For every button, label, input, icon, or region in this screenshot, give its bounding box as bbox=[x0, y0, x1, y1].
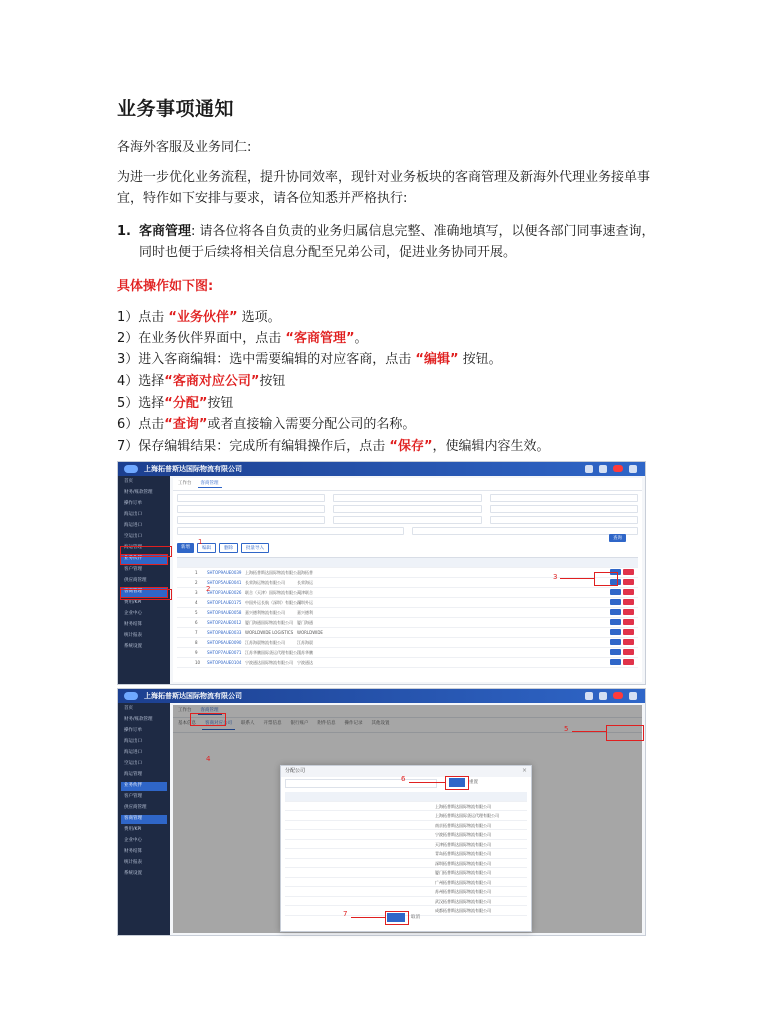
sidebar-item-business-partner[interactable]: 业务伙伴 bbox=[121, 555, 167, 564]
sidebar-item[interactable]: 供应商管理 bbox=[124, 805, 147, 810]
gear-icon[interactable] bbox=[599, 692, 607, 700]
row-short-name: 江苏华鹏 bbox=[297, 650, 313, 655]
row-actions bbox=[610, 639, 634, 645]
list-item[interactable] bbox=[285, 897, 527, 907]
company-name: 上海拓普斯达国际物流有限公司 bbox=[144, 465, 242, 473]
tab-attachments[interactable]: 附件信息 bbox=[317, 721, 336, 726]
callout-number: 2 bbox=[206, 585, 211, 593]
tab-customer-management[interactable]: 客商管理 bbox=[198, 707, 222, 715]
row-number: 4 bbox=[195, 600, 198, 605]
row-name: 上海拓普斯达国际物流有限公司 bbox=[245, 570, 301, 575]
sidebar-item[interactable]: 系统设置 bbox=[124, 644, 142, 649]
main-content bbox=[173, 478, 642, 682]
tab-workbench[interactable]: 工作台 bbox=[178, 708, 192, 713]
list-item[interactable] bbox=[285, 878, 527, 888]
filter-input[interactable] bbox=[412, 527, 639, 535]
query-button[interactable]: 查询 bbox=[609, 534, 626, 542]
filter-input[interactable] bbox=[177, 505, 325, 513]
row-number: 5 bbox=[195, 610, 198, 615]
tab-bar bbox=[173, 478, 642, 491]
screenshot-assign-company bbox=[117, 688, 646, 936]
top-tools bbox=[585, 692, 637, 700]
sidebar-item[interactable]: 海运管理 bbox=[124, 545, 142, 550]
row-edit-button[interactable] bbox=[610, 649, 621, 655]
item-body bbox=[139, 221, 659, 263]
company-table bbox=[285, 792, 527, 913]
row-edit-button[interactable] bbox=[610, 659, 621, 665]
filter-input[interactable] bbox=[177, 494, 325, 502]
step-7: 7）保存编辑结果：完成所有编辑操作后，点击 “保存”，使编辑内容生效。 bbox=[117, 439, 550, 454]
list-item[interactable] bbox=[285, 840, 527, 850]
assign-company-dialog bbox=[280, 765, 532, 932]
add-button[interactable]: 新增 bbox=[177, 543, 194, 553]
row-code[interactable]: SHTOP4AUE0058 bbox=[207, 610, 242, 615]
callout-box bbox=[445, 776, 469, 790]
list-item[interactable] bbox=[285, 868, 527, 878]
callout-number: 5 bbox=[564, 725, 569, 733]
company-name-cell: 广州拓普斯达国际物流有限公司 bbox=[435, 879, 491, 885]
dialog-cancel-button[interactable]: 取消 bbox=[411, 915, 420, 920]
close-icon[interactable]: × bbox=[521, 767, 527, 774]
row-number: 6 bbox=[195, 620, 198, 625]
tab-basic-info[interactable]: 基本信息 bbox=[178, 721, 196, 726]
callout-box bbox=[120, 589, 172, 600]
company-name-cell: 上海拓普斯达国际物流有限公司 bbox=[435, 803, 491, 809]
row-short-name: WORLDWIDE bbox=[297, 630, 323, 635]
filter-input[interactable] bbox=[333, 516, 481, 524]
filter-input[interactable] bbox=[177, 516, 325, 524]
row-code[interactable]: SHTOP2AUE0012 bbox=[207, 620, 242, 625]
row-code[interactable]: SHTOP1AUE0175 bbox=[207, 600, 242, 605]
list-item[interactable] bbox=[285, 811, 527, 821]
row-delete-button[interactable] bbox=[623, 619, 634, 625]
dialog-reset-button[interactable]: 重置 bbox=[469, 780, 478, 785]
callout-box bbox=[190, 713, 226, 726]
sidebar-item[interactable]: 企业中心 bbox=[124, 838, 142, 843]
callout-box bbox=[594, 572, 618, 586]
row-edit-button[interactable] bbox=[610, 599, 621, 605]
table-row[interactable] bbox=[177, 628, 638, 638]
table-row[interactable] bbox=[177, 648, 638, 658]
table-row[interactable] bbox=[177, 588, 638, 598]
table-header bbox=[285, 792, 527, 802]
avatar[interactable] bbox=[629, 692, 637, 700]
callout-number: 7 bbox=[343, 910, 348, 918]
sidebar-item[interactable]: 操作订单 bbox=[124, 501, 142, 506]
search-icon[interactable] bbox=[585, 465, 593, 473]
row-delete-button[interactable] bbox=[623, 659, 634, 665]
row-number: 7 bbox=[195, 630, 198, 635]
page-title: 业务事项通知 bbox=[117, 98, 235, 120]
row-delete-button[interactable] bbox=[623, 649, 634, 655]
tab-customer-management[interactable]: 客商管理 bbox=[198, 480, 222, 488]
tab-bank[interactable]: 银行账户 bbox=[290, 721, 309, 726]
tab-contacts[interactable]: 联系人 bbox=[241, 721, 255, 726]
tab-customer-company[interactable]: 客商对应公司 bbox=[202, 720, 235, 730]
row-code[interactable]: SHTOP6AUE0090 bbox=[207, 640, 242, 645]
sidebar-item[interactable]: 费用/KPI bbox=[124, 600, 142, 605]
filter-input[interactable] bbox=[490, 494, 638, 502]
sidebar-item[interactable]: 财务/账款管理 bbox=[124, 717, 153, 722]
step-1: 1）点击 “业务伙伴” 选项。 bbox=[117, 310, 281, 325]
row-edit-button[interactable] bbox=[610, 609, 621, 615]
company-name-cell: 天津拓普斯达国际物流有限公司 bbox=[435, 841, 491, 847]
sidebar-item[interactable]: 海运出口 bbox=[124, 512, 142, 517]
row-short-name: 深圳外运 bbox=[297, 600, 313, 605]
row-delete-button[interactable] bbox=[623, 599, 634, 605]
table-row[interactable] bbox=[177, 638, 638, 648]
row-actions bbox=[610, 609, 634, 615]
arrow bbox=[572, 731, 606, 732]
item-text: : 请各位将各自负责的业务归属信息完整、准确地填写，以便各部门同事速查询，同时也便于后续将相关信息分配至兄弟公司，促进业务协同开展。 bbox=[139, 224, 655, 260]
avatar[interactable] bbox=[629, 465, 637, 473]
delete-button[interactable]: 删除 bbox=[219, 543, 238, 553]
row-actions bbox=[610, 589, 634, 595]
row-delete-button[interactable] bbox=[623, 639, 634, 645]
row-number: 9 bbox=[195, 650, 198, 655]
import-button[interactable]: 批量导入 bbox=[241, 543, 269, 553]
row-code[interactable]: SHTOP7AUE0071 bbox=[207, 650, 242, 655]
sidebar-item[interactable]: 海运进口 bbox=[124, 750, 142, 755]
row-edit-button[interactable] bbox=[610, 629, 621, 635]
toolbar bbox=[173, 541, 642, 555]
top-tools bbox=[585, 465, 637, 473]
logo-icon bbox=[124, 465, 138, 473]
row-short-name: 长荣海运 bbox=[297, 580, 313, 585]
row-code[interactable]: SHTOP9AUE0039 bbox=[207, 570, 242, 575]
filter-input[interactable] bbox=[333, 505, 481, 513]
sidebar-item-business-partner[interactable]: 业务伙伴 bbox=[121, 782, 167, 791]
row-delete-button[interactable] bbox=[623, 629, 634, 635]
gear-icon[interactable] bbox=[599, 465, 607, 473]
step-6: 6）点击“查询”或者直接输入需要分配公司的名称。 bbox=[117, 417, 416, 432]
sidebar-item[interactable]: 统计报表 bbox=[124, 633, 142, 638]
list-item[interactable] bbox=[285, 830, 527, 840]
screenshot-customer-list bbox=[117, 461, 646, 685]
sidebar-item[interactable]: 首页 bbox=[124, 479, 133, 484]
notification-badge[interactable] bbox=[613, 465, 623, 472]
arrow bbox=[351, 917, 385, 918]
company-search-input[interactable] bbox=[285, 779, 437, 788]
arrow bbox=[560, 578, 594, 579]
company-name-cell: 武汉拓普斯达国际物流有限公司 bbox=[435, 898, 491, 904]
table-row[interactable] bbox=[177, 608, 638, 618]
table-row[interactable] bbox=[177, 658, 638, 668]
search-icon[interactable] bbox=[585, 692, 593, 700]
row-short-name: 天津联合 bbox=[297, 590, 313, 595]
row-delete-button[interactable] bbox=[623, 609, 634, 615]
customer-table bbox=[177, 557, 638, 668]
row-delete-button[interactable] bbox=[623, 569, 634, 575]
row-edit-button[interactable] bbox=[610, 619, 621, 625]
table-row[interactable] bbox=[177, 578, 638, 588]
callout-box bbox=[120, 546, 172, 557]
tab-other[interactable]: 其他设置 bbox=[371, 721, 390, 726]
dialog-title: 分配公司 bbox=[281, 766, 531, 777]
row-edit-button[interactable] bbox=[610, 589, 621, 595]
table-row[interactable] bbox=[177, 618, 638, 628]
sidebar-item[interactable]: 客户管理 bbox=[124, 567, 142, 572]
row-short-name: 厦门海通 bbox=[297, 620, 313, 625]
notification-badge[interactable] bbox=[613, 692, 623, 699]
step-3: 3）进入客商编辑：选中需要编辑的对应客商，点击 “编辑” 按钮。 bbox=[117, 352, 502, 367]
row-delete-button[interactable] bbox=[623, 589, 634, 595]
row-code[interactable]: SHTOP3AUE0026 bbox=[207, 590, 242, 595]
step-2: 2）在业务伙伴界面中，点击 “客商管理”。 bbox=[117, 331, 368, 346]
company-name-cell: 苏州拓普斯达国际物流有限公司 bbox=[435, 889, 491, 894]
row-code[interactable]: SHTOP0AUE0104 bbox=[207, 660, 242, 665]
sidebar-item-customer-management[interactable]: 客商管理 bbox=[121, 815, 167, 824]
company-name-cell: 成都拓普斯达国际物流有限公司 bbox=[435, 908, 491, 913]
row-name: 联合（天津）国际物流有限公司 bbox=[245, 590, 301, 595]
company-name-cell: 厦门拓普斯达国际物流有限公司 bbox=[435, 870, 491, 875]
row-code[interactable]: SHTOP8AUE0033 bbox=[207, 630, 242, 635]
row-name: 长荣海运物流有限公司 bbox=[245, 580, 285, 585]
step-5: 5）选择“分配”按钮 bbox=[117, 396, 234, 411]
row-code[interactable]: SHTOP5AUE0041 bbox=[207, 580, 242, 585]
tab-invoice[interactable]: 开票信息 bbox=[263, 721, 282, 726]
row-name: 厦门海通国际物流有限公司 bbox=[245, 620, 293, 625]
operations-heading: 具体操作如下图: bbox=[117, 279, 214, 294]
filter-panel bbox=[173, 491, 642, 541]
sidebar bbox=[118, 703, 170, 935]
sidebar-item[interactable]: 操作订单 bbox=[124, 728, 142, 733]
row-short-name: 嘉兴德利 bbox=[297, 610, 313, 615]
sidebar-item[interactable]: 海运管理 bbox=[124, 772, 142, 777]
row-short-name: 上海拓普 bbox=[297, 570, 313, 575]
sidebar-item[interactable]: 海运出口 bbox=[124, 739, 142, 744]
arrow bbox=[409, 782, 445, 783]
list-item[interactable] bbox=[285, 849, 527, 859]
company-name-cell: 青岛拓普斯达国际物流有限公司 bbox=[435, 851, 491, 856]
row-name: 嘉兴德利物流有限公司 bbox=[245, 610, 285, 615]
dialog-save-button[interactable]: 保存 bbox=[387, 913, 405, 922]
sidebar-item[interactable]: 首页 bbox=[124, 706, 133, 711]
edit-button[interactable]: 编辑 bbox=[197, 543, 216, 553]
sidebar-item-customer-management[interactable]: 客商管理 bbox=[121, 588, 167, 597]
sidebar-item[interactable]: 海运进口 bbox=[124, 523, 142, 528]
row-actions bbox=[610, 629, 634, 635]
greeting: 各海外客服及业务同仁: bbox=[117, 140, 252, 155]
callout-number: 6 bbox=[401, 775, 406, 783]
row-actions bbox=[610, 599, 634, 605]
sidebar-item[interactable]: 供应商管理 bbox=[124, 578, 147, 583]
callout-box bbox=[385, 911, 409, 925]
sidebar bbox=[118, 476, 170, 684]
list-item[interactable] bbox=[285, 887, 527, 897]
tab-log[interactable]: 操作记录 bbox=[344, 721, 363, 726]
sidebar-item[interactable]: 费用/KPI bbox=[124, 827, 142, 832]
logo-icon bbox=[124, 692, 138, 700]
sidebar-item[interactable]: 客户管理 bbox=[124, 794, 142, 799]
callout-number: 1 bbox=[198, 538, 203, 546]
item-number: 1. bbox=[117, 224, 131, 239]
sidebar-item[interactable]: 企业中心 bbox=[124, 611, 142, 616]
step-4: 4）选择“客商对应公司”按钮 bbox=[117, 374, 286, 389]
row-name: WORLDWIDE LOGISTICS bbox=[245, 630, 294, 635]
row-delete-button[interactable] bbox=[623, 579, 634, 585]
row-number: 1 bbox=[195, 570, 198, 575]
app-topbar bbox=[118, 462, 645, 476]
intro-paragraph: 为进一步优化业务流程，提升协同效率，现针对业务板块的客商管理及新海外代理业务接单事宜，特作如下安排与要求，请各位知悉并严格执行: bbox=[117, 170, 651, 206]
table-header bbox=[177, 558, 638, 568]
row-name: 宁波通达国际物流有限公司 bbox=[245, 660, 293, 665]
list-item[interactable] bbox=[285, 802, 527, 812]
table-row[interactable] bbox=[177, 598, 638, 608]
row-name: 中国外运长航（深圳）有限公司 bbox=[245, 600, 301, 605]
sidebar-item[interactable]: 系统设置 bbox=[124, 871, 142, 876]
row-number: 8 bbox=[195, 640, 198, 645]
row-number: 10 bbox=[195, 660, 201, 665]
item-heading: 客商管理 bbox=[139, 224, 192, 239]
company-name-cell: 南京拓普斯达国际物流有限公司 bbox=[435, 822, 491, 828]
sidebar-item[interactable]: 统计报表 bbox=[124, 860, 142, 865]
list-item[interactable] bbox=[285, 821, 527, 831]
row-actions bbox=[610, 619, 634, 625]
app-topbar bbox=[118, 689, 645, 703]
callout-box bbox=[606, 725, 644, 741]
company-name: 上海拓普斯达国际物流有限公司 bbox=[144, 692, 242, 700]
callout-number: 3 bbox=[553, 573, 558, 581]
row-actions bbox=[610, 659, 634, 665]
row-actions bbox=[610, 649, 634, 655]
sidebar-item[interactable]: 空运出口 bbox=[124, 761, 142, 766]
row-name: 江苏华鹏国际货运代理有限公司 bbox=[245, 650, 301, 655]
filter-input[interactable] bbox=[333, 494, 481, 502]
row-number: 3 bbox=[195, 590, 198, 595]
filter-input[interactable] bbox=[490, 516, 638, 524]
row-short-name: 宁波通达 bbox=[297, 660, 313, 665]
filter-input[interactable] bbox=[177, 527, 404, 535]
callout-number: 4 bbox=[206, 755, 211, 763]
sidebar-item[interactable]: 财务结算 bbox=[124, 622, 142, 627]
company-name-cell: 宁波拓普斯达国际物流有限公司 bbox=[435, 832, 491, 837]
row-short-name: 江苏海晨 bbox=[297, 640, 313, 645]
filter-input[interactable] bbox=[490, 505, 638, 513]
tab-workbench[interactable]: 工作台 bbox=[178, 481, 192, 486]
list-item[interactable] bbox=[285, 859, 527, 869]
table-row[interactable] bbox=[177, 568, 638, 578]
company-name-cell: 深圳拓普斯达国际物流有限公司 bbox=[435, 860, 491, 866]
sidebar-item[interactable]: 空运出口 bbox=[124, 534, 142, 539]
row-name: 江苏海晨物流有限公司 bbox=[245, 640, 285, 645]
row-number: 2 bbox=[195, 580, 198, 585]
company-name-cell: 上海拓普斯达国际货运代理有限公司 bbox=[435, 813, 499, 818]
sidebar-item[interactable]: 财务/账款管理 bbox=[124, 490, 153, 495]
row-edit-button[interactable] bbox=[610, 639, 621, 645]
sidebar-item[interactable]: 财务结算 bbox=[124, 849, 142, 854]
